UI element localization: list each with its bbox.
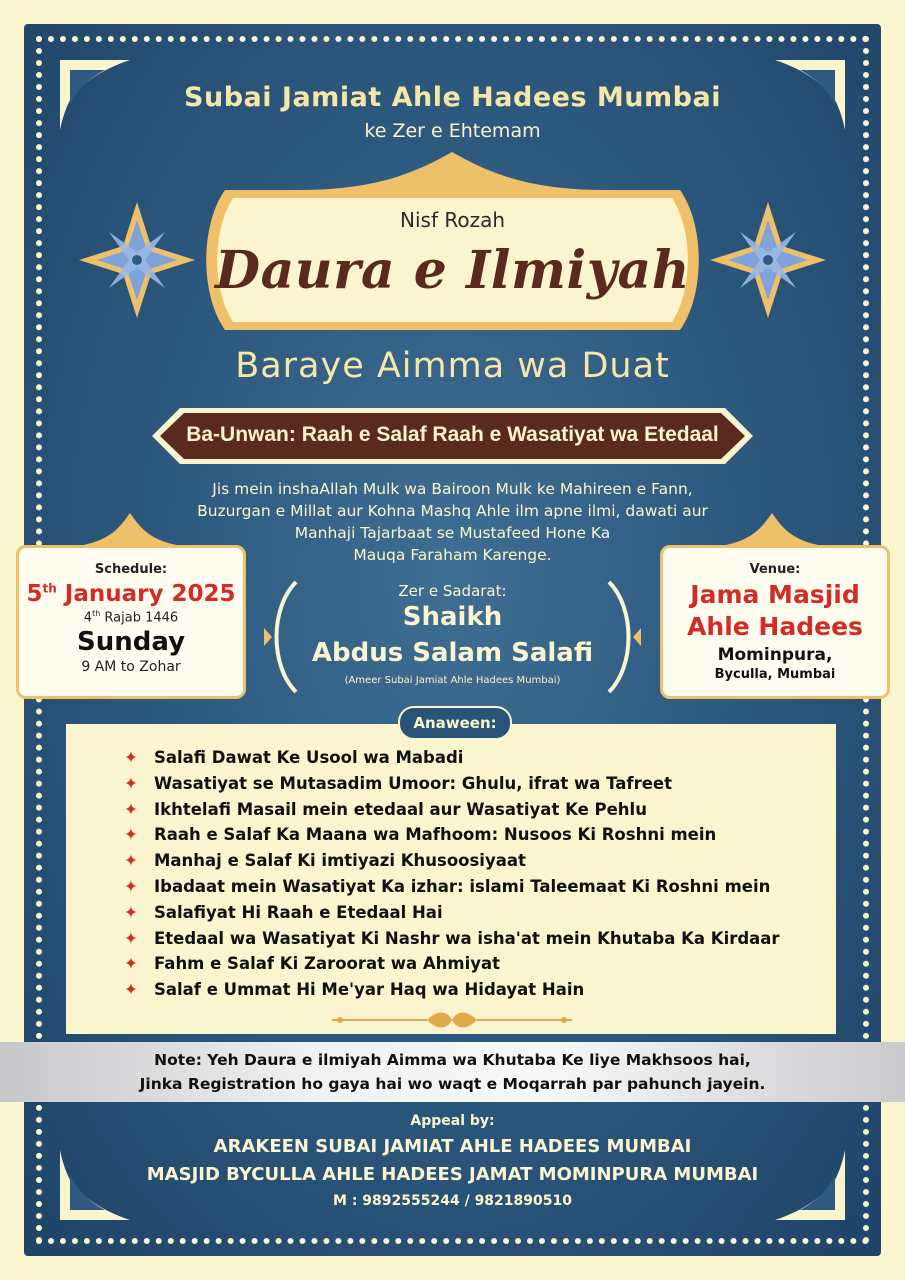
star-icon: ✦ — [124, 748, 138, 767]
org-title: Subai Jamiat Ahle Hadees Mumbai — [184, 82, 721, 113]
intro-line: Mauqa Faraham Karenge. — [353, 546, 552, 564]
appeal-line2: MASJID BYCULLA AHLE HADEES JAMAT MOMINPURA MUMBAI — [146, 1164, 759, 1185]
star-icon: ✦ — [124, 851, 138, 871]
schedule-weekday: Sunday — [76, 627, 186, 658]
appeal-line1: ARAKEEN SUBAI JAMIAT AHLE HADEES MUMBAI — [213, 1136, 692, 1157]
sadarat-name-line1: Shaikh — [402, 602, 503, 632]
appeal-phone: M : 9892555244 / 9821890510 — [333, 1193, 572, 1209]
unwan-text: Ba-Unwan: Raah e Salaf Raah e Wasatiyat wa Etedaal — [186, 423, 719, 446]
note-line2: Jinka Registration ho gaya hai wo waqt e Moqarrah par pahunch jayein. — [139, 1075, 766, 1093]
topic-item: ✦ Wasatiyat se Mutasadim Umoor: Ghulu, ifrat wa Tafreet — [124, 771, 780, 797]
intro-line: Buzurgan e Millat aur Kohna Mashq Ahle ilm apne ilmi, dawati aur — [197, 502, 708, 520]
audience-heading: Baraye Aimma wa Duat — [235, 346, 670, 386]
venue-area: Mominpura, — [717, 645, 833, 665]
intro-text — [160, 478, 745, 566]
venue-label: Venue: — [749, 562, 801, 577]
star-icon: ✦ — [124, 980, 138, 1000]
venue-city: Byculla, Mumbai — [714, 667, 836, 682]
venue-name: Jama Masjid Ahle Hadees — [687, 580, 863, 641]
topic-item: ✦ Salafiyat Hi Raah e Etedaal Hai — [124, 900, 780, 926]
corner-ornament-icon — [60, 1150, 130, 1220]
intro-line: Jis mein inshaAllah Mulk wa Bairoon Mulk ke Mahireen e Fann, — [212, 480, 693, 498]
topic-item: ✦ Raah e Salaf Ka Maana wa Mafhoom: Nusoos Ki Roshni mein — [124, 822, 780, 848]
star-icon: ✦ — [124, 825, 138, 845]
star-icon: ✦ — [124, 876, 138, 896]
star-icon: ✦ — [124, 928, 138, 948]
divider-ornament-icon — [332, 1010, 572, 1030]
note-line1: Note: Yeh Daura e ilmiyah Aimma wa Khutaba Ke liye Makhsoos hai, — [154, 1051, 751, 1069]
org-subtitle: ke Zer e Ehtemam — [364, 120, 541, 142]
topics-heading: Anaween: — [398, 706, 512, 740]
schedule-dome — [70, 513, 190, 547]
star-icon: ✦ — [124, 902, 138, 922]
topic-item: ✦ Salaf e Ummat Hi Me'yar Haq wa Hidayat Hain — [124, 977, 780, 1003]
banner-pre-title: Nisf Rozah — [400, 208, 505, 232]
sadarat-name-line2: Abdus Salam Salafi — [311, 638, 594, 668]
corner-ornament-icon — [775, 1150, 845, 1220]
appeal-label: Appeal by: — [410, 1113, 495, 1129]
topic-item: ✦ Etedaal wa Wasatiyat Ki Nashr wa isha'at mein Khutaba Ka Kirdaar — [124, 926, 780, 952]
topics-list — [124, 745, 780, 1003]
topic-item: ✦ Salafi Dawat Ke Usool wa Mabadi — [124, 745, 780, 771]
star-icon: ✦ — [124, 799, 138, 819]
sadarat-role: (Ameer Subai Jamiat Ahle Hadees Mumbai) — [344, 675, 561, 686]
schedule-date: 5th January 2025 — [26, 581, 236, 607]
sadarat-label: Zer e Sadarat: — [398, 582, 507, 600]
intro-line: Manhaji Tajarbaat se Mustafeed Hone Ka — [294, 524, 611, 542]
topic-item: ✦ Ibadaat mein Wasatiyat Ka izhar: islami Taleemaat Ki Roshni mein — [124, 874, 780, 900]
topic-item: ✦ Fahm e Salaf Ki Zaroorat wa Ahmiyat — [124, 951, 780, 977]
schedule-label: Schedule: — [94, 562, 168, 577]
schedule-time: 9 AM to Zohar — [81, 659, 181, 676]
schedule-hijri-date: 4th Rajab 1446 — [83, 609, 179, 626]
topic-item: ✦ Manhaj e Salaf Ki imtiyazi Khusoosiyaat — [124, 848, 780, 874]
star-icon: ✦ — [124, 954, 138, 974]
venue-box — [660, 545, 890, 699]
banner-title: Daura e Ilmiyah — [214, 240, 691, 301]
venue-dome — [712, 513, 832, 547]
topic-item: ✦ Ikhtelafi Masail mein etedaal aur Wasatiyat Ke Pehlu — [124, 797, 780, 823]
star-icon: ✦ — [124, 773, 138, 793]
